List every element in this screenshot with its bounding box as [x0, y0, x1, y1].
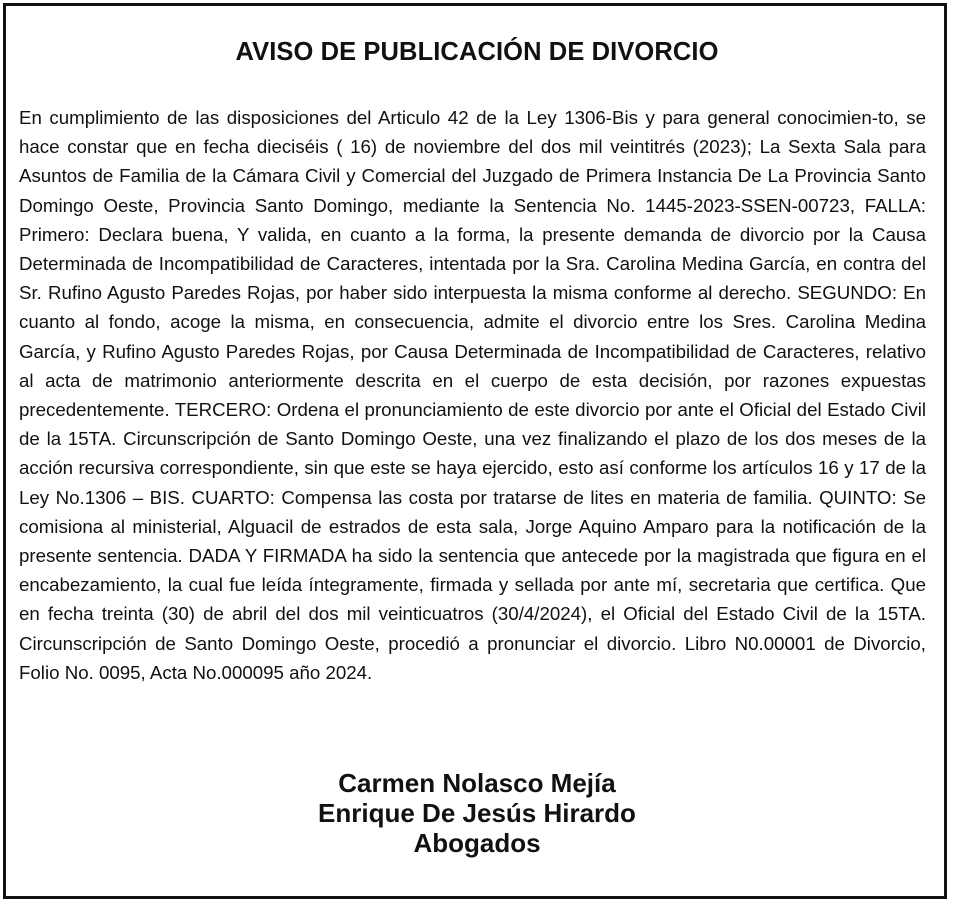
notice-title: AVISO DE PUBLICACIÓN DE DIVORCIO: [235, 38, 719, 66]
signatory-name-1: Carmen Nolasco Mejía: [338, 768, 616, 798]
signature-block: [0, 768, 954, 858]
notice-body: En cumplimiento de las disposiciones del Articulo 42 de la Ley 1306-Bis y para general conocimien-to, se hace constar que en fecha dieciséis ( 16) de noviembre del dos mil veintitrés (2023); La Sexta Sala para Asuntos de Familia de la Cámara Civil y Comercial del Juzgado de Primera Instancia De La Provincia Santo Domingo Oeste, Provincia Santo Domingo, mediante la Sentencia No. 1445-2023-SSEN-00723, FALLA: Primero: Declara buena, Y valida, en cuanto a la forma, la presente demanda de divorcio por la Causa Determinada de Incompatibilidad de Caracteres, intentada por la Sra. Carolina Medina García, en contra del Sr. Rufino Agusto Paredes Rojas, por haber sido interpuesta la misma conforme al derecho. SEGUNDO: En cuanto al fondo, acoge la misma, en consecuencia, admite el divorcio entre los Sres. Carolina Medina García, y Rufino Agusto Paredes Rojas, por Causa Determinada de Incompatibilidad de Caracteres, relativo al acta de matrimonio anteriormente descrita en el cuerpo de esta decisión, por razones expuestas precedentemente. TERCERO: Ordena el pronunciamiento de este divorcio por ante el Oficial del Estado Civil de la 15TA. Circunscripción de Santo Domingo Oeste, una vez finalizando el plazo de los dos meses de la acción recursiva correspondiente, sin que este se haya ejercido, esto así conforme los artículos 16 y 17 de la Ley No.1306 – BIS. CUARTO: Compensa las costa por tratarse de lites en materia de familia. QUINTO: Se comisiona al ministerial, Alguacil de estrados de esta sala, Jorge Aquino Amparo para la notificación de la presente sentencia. DADA Y FIRMADA ha sido la sentencia que antecede por la magistrada que figura en el encabezamiento, la cual fue leída íntegramente, firmada y sellada por ante mí, secretaria que certifica. Que en fecha treinta (30) de abril del dos mil veinticuatros (30/4/2024), el Oficial del Estado Civil de la 15TA. Circunscripción de Santo Domingo Oeste, procedió a pronunciar el divorcio. Libro N0.00001 de Divorcio, Folio No. 0095, Acta No.000095 año 2024.: [19, 107, 926, 683]
signatory-name-2: Enrique De Jesús Hirardo: [318, 798, 636, 828]
signatory-role: Abogados: [413, 828, 541, 858]
